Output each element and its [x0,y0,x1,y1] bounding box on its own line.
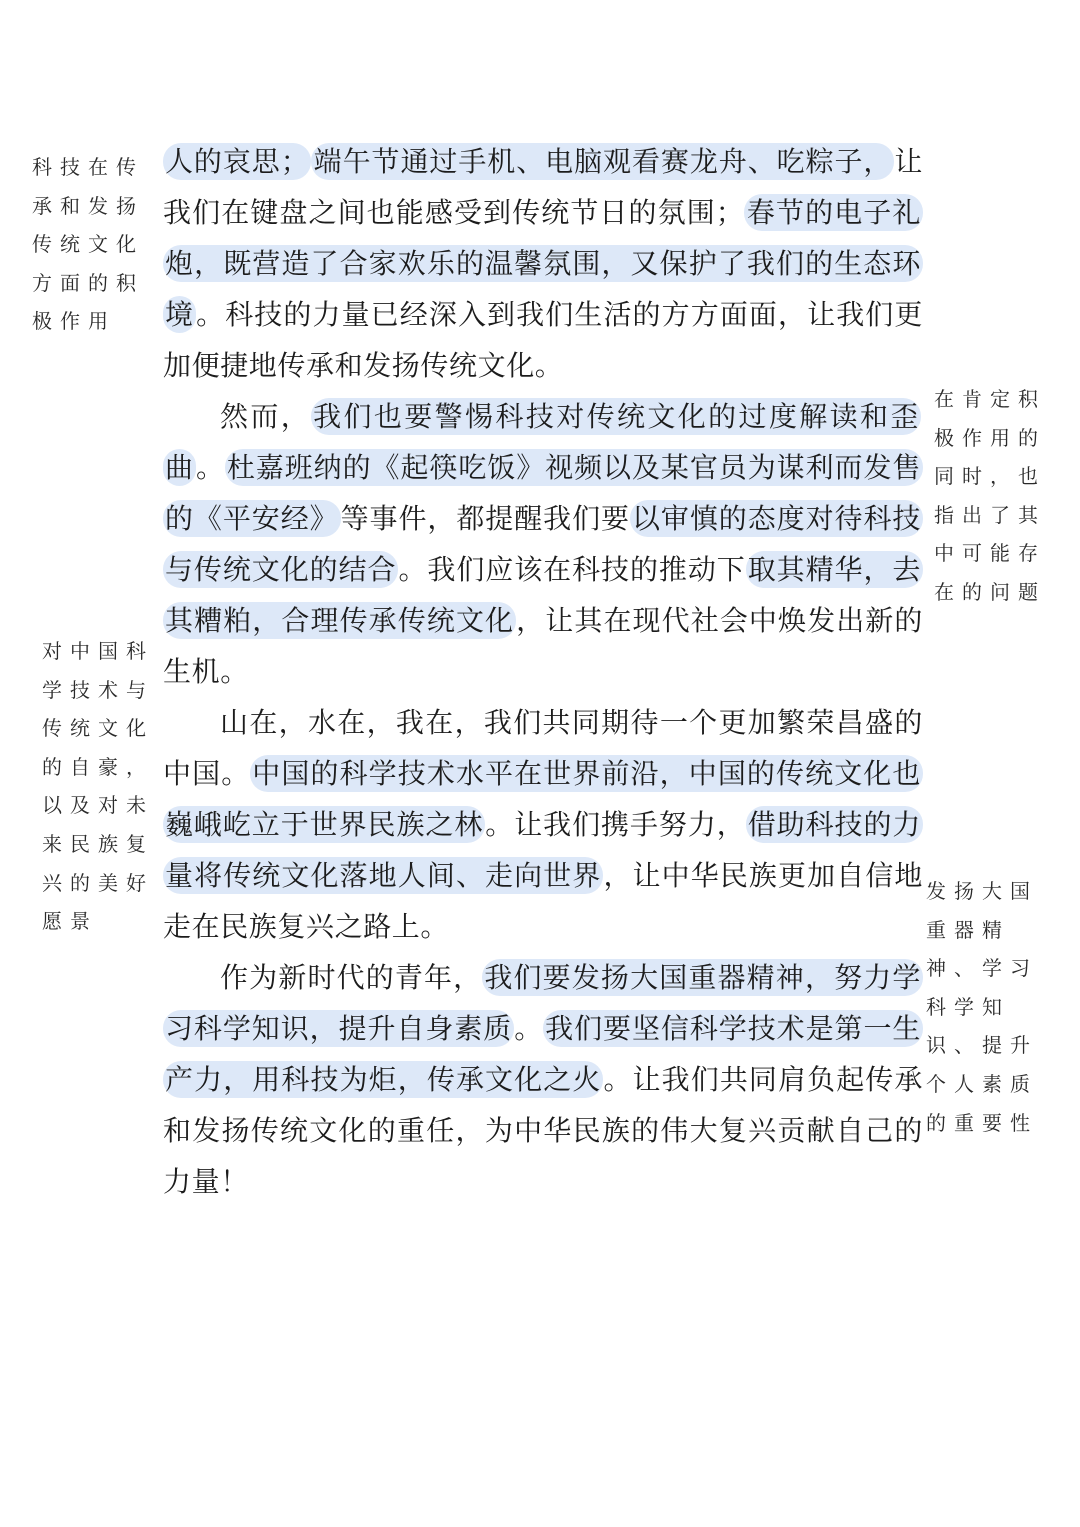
essay-body [163,136,923,1207]
note-line: 个人素质 [926,1071,1038,1096]
note-line: 同时，也 [934,464,1046,489]
margin-note-positive-role [32,148,144,341]
note-line: 对中国科 [42,639,154,663]
highlighted-text: 杜嘉班纳的《起筷吃饭》视频以及某官员为谋利而发售的《平安经》 [165,451,921,535]
note-line: 指出了其 [934,502,1046,527]
note-line: 发扬大国 [926,879,1038,903]
highlighted-text: 春节的电子礼炮，既营造了合家欢乐的温馨氛围，又保护了我们的生态环境 [165,196,921,331]
note-line: 中可能存 [934,541,1046,566]
plain-text: ，让其在现代社会中焕发出新的生机。 [163,604,924,688]
paragraph-3 [163,697,923,952]
note-line: 愿景 [42,909,98,934]
plain-text: 作为新时代的青年， [220,961,483,994]
plain-text: 。 [195,451,225,484]
plain-text: 让我们在键盘之间也能感受到传统节日的氛围； [163,145,923,229]
plain-text: 山在，水在，我在，我们共同期待一个更加繁荣昌盛的中国。 [163,706,923,790]
note-line: 传统文化 [32,232,144,257]
note-line: 学技术与 [42,677,154,702]
plain-text: 。让我们携手努力， [485,808,746,841]
highlighted-text: 我们要发扬大国重器精神，努力学习科学知识，提升自身素质 [165,961,921,1045]
note-line: 识、提升 [926,1033,1038,1058]
note-line: 在肯定积 [934,387,1046,411]
margin-note-pride-vision [42,632,154,941]
note-line: 极作用的 [934,425,1046,450]
note-line: 极作用 [32,309,116,334]
margin-note-youth-study [926,872,1038,1142]
paragraph-2 [163,391,923,697]
highlighted-text: 取其精华，去其糟粕，合理传承传统文化 [165,553,921,637]
paragraph-1 [163,136,923,391]
plain-text: 。我们应该在科技的推动下 [398,553,746,586]
plain-text: 。让我们共同肩负起传承和发扬传统文化的重任，为中华民族的伟大复兴贡献自己的力量！ [163,1063,923,1198]
highlighted-text: 借助科技的力量将传统文化落地人间、走向世界 [165,808,921,892]
plain-text: ，让中华民族更加自信地走在民族复兴之路上。 [163,859,923,943]
note-line: 重器精 [926,917,1010,942]
plain-text: 。 [514,1012,544,1045]
note-line: 来民族复 [42,831,154,856]
note-line: 兴的美好 [42,870,154,895]
highlighted-text: 人的哀思； [165,145,310,178]
note-line: 的自豪， [42,754,154,779]
plain-text: 等事件，都提醒我们要 [340,502,630,535]
note-line: 科学知 [926,994,1010,1019]
highlighted-text: 我们要坚信科学技术是第一生产力，用科技为炬，传承文化之火 [165,1012,921,1096]
margin-note-problems [934,380,1046,612]
highlighted-text: 端午节通过手机、电脑观看赛龙舟、吃粽子， [313,145,893,178]
note-line: 神、学习 [926,956,1038,981]
plain-text: 。科技的力量已经深入到我们生活的方方面面，让我们更加便捷地传承和发扬传统文化。 [163,298,923,382]
highlighted-text: 以审慎的态度对待科技与传统文化的结合 [165,502,921,586]
note-line: 的重要性 [926,1110,1038,1135]
highlighted-text: 我们也要警惕科技对传统文化的过度解读和歪曲 [165,400,919,484]
note-line: 以及对未 [42,793,154,818]
note-line: 在的问题 [934,579,1046,604]
note-line: 方面的积 [32,270,144,295]
highlighted-text: 中国的科学技术水平在世界前沿，中国的传统文化也巍峨屹立于世界民族之林 [165,757,921,841]
plain-text: 然而， [220,400,312,433]
note-line: 承和发扬 [32,193,144,218]
paragraph-4 [163,952,923,1207]
note-line: 传统文化 [42,716,154,741]
note-line: 科技在传 [32,155,144,179]
